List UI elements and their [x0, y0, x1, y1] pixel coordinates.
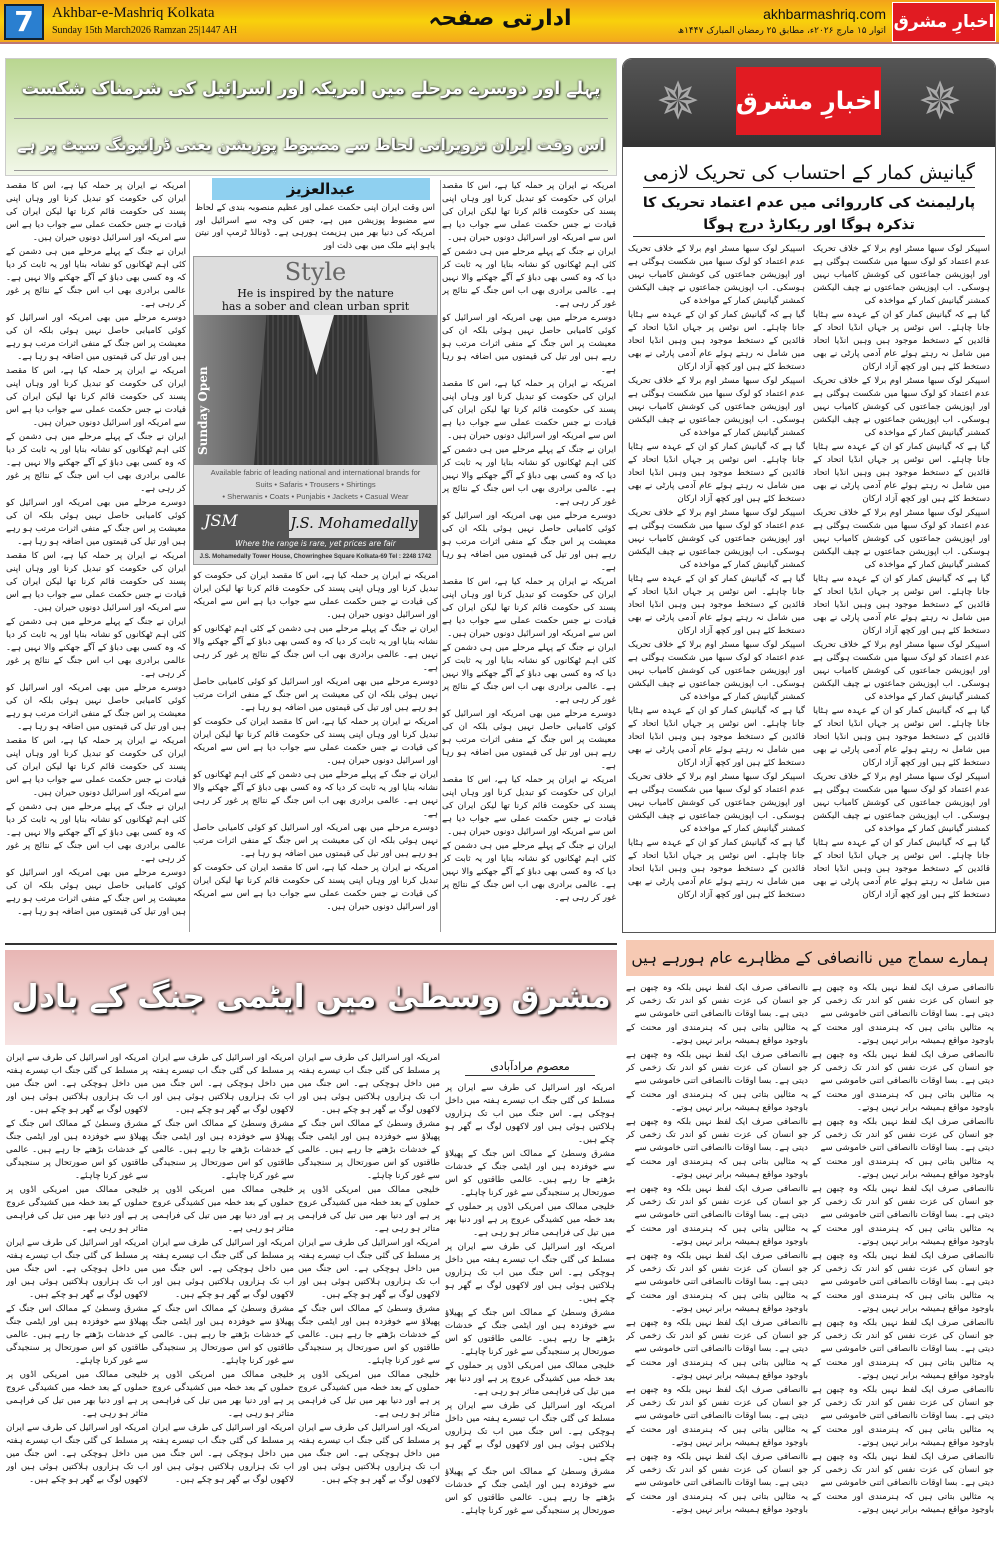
masthead-bar: [0, 0, 999, 44]
ornament-icon: ✵: [918, 72, 962, 132]
article-paragraph: خلیجی ممالک میں امریکی اڈوں پر حملوں کے بعد خطہ میں کشیدگی عروج پر ہے اور دنیا بھر میں تیل کی فراہمی متاثر ہو رہی ہے۔: [6, 1185, 148, 1234]
article-paragraph: دوسرے مرحلے میں بھی امریکہ اور اسرائیل کو کوئی کامیابی حاصل نہیں ہوئی بلکہ ان کی معیشت پر اس جنگ کے منفی اثرات مرتب ہو رہے ہیں اور تیل کی قیمتوں میں اضافہ ہو رہا ہے۔: [6, 683, 186, 732]
ad-brand-name: J.S. Mohamedally: [289, 510, 419, 538]
right-editorial-panel: [622, 58, 996, 933]
article-paragraph: امریکہ اور اسرائیل کی طرف سے ایران پر مسلط کی گئی جنگ اب تیسرے ہفتہ میں داخل ہوچکی ہے۔ اس جنگ میں اب تک ہزاروں ہلاکتیں ہوئی ہیں اور لاکھوں لوگ بے گھر ہو چکے ہیں۔: [152, 1238, 294, 1300]
date-ur: اتوار ۱۵ مارچ ۲۰۲۶ء، مطابق ۲۵ رمضان المبارک ۱۴۴۷ھ: [677, 26, 886, 36]
article-paragraph: امریکہ اور اسرائیل کی طرف سے ایران پر مسلط کی گئی جنگ اب تیسرے ہفتہ میں داخل ہوچکی ہے۔ اس جنگ میں اب تک ہزاروں ہلاکتیں ہوئی ہیں اور لاکھوں لوگ بے گھر ہو چکے ہیں۔: [6, 1238, 148, 1300]
ad-brands-line: Suits • Safaris • Trousers • Shirtings: [255, 480, 376, 489]
article-paragraph: گیا ہے کہ گیانیش کمار کو ان کے عہدہ سے ہٹایا جانا چاہئے۔ اس نوٹس پر جہاں انڈیا اتحاد کے قائدین کے دستخط موجود ہیں وہیں انڈیا اتحاد میں شامل نہ رہتے ہوئے عام آدمی پارٹی نے بھی دستخط کئے ہیں اور کچھ آزاد ارکان: [813, 574, 990, 636]
article-paragraph: یہ مثالیں بتاتی ہیں کہ ہنرمندی اور محنت کے باوجود مواقع ہمیشہ برابر نہیں ہوتے۔: [812, 1492, 994, 1515]
lead-subheadline: اس وقت ایران تزویراتی لحاظ سے مضبوط پوزیشن یعنی ڈرائیونگ سیٹ پر ہے: [14, 119, 608, 171]
article-paragraph: خلیجی ممالک میں امریکی اڈوں پر حملوں کے بعد خطہ میں کشیدگی عروج پر ہے اور دنیا بھر میں تیل کی فراہمی متاثر ہو رہی ہے۔: [6, 1370, 148, 1419]
article-paragraph: امریکہ اور اسرائیل کی طرف سے ایران پر مسلط کی گئی جنگ اب تیسرے ہفتہ میں داخل ہوچکی ہے۔ اس جنگ میں اب تک ہزاروں ہلاکتیں ہوئی ہیں اور لاکھوں لوگ بے گھر ہو چکے ہیں۔: [6, 1053, 148, 1115]
editorial-logo: اخبارِ مشرق: [736, 67, 881, 135]
article-paragraph: امریکہ نے ایران پر حملہ کیا ہے، اس کا مقصد ایران کی حکومت کو تبدیل کرنا اور وہاں اپنی پسند کی حکومت قائم کرنا تھا لیکن ایران کی قیادت نے جس حکمت عملی سے جواب دیا ہے اس سے امریکہ اور اسرائیل دونوں حیران ہیں۔: [6, 181, 186, 243]
article-paragraph: خلیجی ممالک میں امریکی اڈوں پر حملوں کے بعد خطہ میں کشیدگی عروج پر ہے اور دنیا بھر میں تیل کی فراہمی متاثر ہو رہی ہے۔: [152, 1370, 294, 1419]
article-paragraph: مشرق وسطیٰ کے ممالک اس جنگ کے پھیلاؤ سے خوفزدہ ہیں اور ایٹمی جنگ کے خدشات بڑھتے جا رہے ہیں۔ عالمی طاقتوں کو اس صورتحال پر سنجیدگی سے غور کرنا چاہئے۔: [298, 1304, 440, 1366]
page-number: 7: [4, 4, 44, 40]
second-author: معصوم مرادآبادی: [465, 1058, 595, 1076]
article-paragraph: دوسرے مرحلے میں بھی امریکہ اور اسرائیل کو کوئی کامیابی حاصل نہیں ہوئی بلکہ ان کی معیشت پر اس جنگ کے منفی اثرات مرتب ہو رہے ہیں اور تیل کی قیمتوں میں اضافہ ہو رہا ہے۔: [442, 313, 616, 375]
article-paragraph: ناانصافی صرف ایک لفظ نہیں بلکہ وہ چبھن ہے جو انسان کی عزت نفس کو اندر تک زخمی کر دیتی ہے۔ بسا اوقات ناانصافی اتنی خاموشی سے: [812, 1184, 994, 1220]
article-paragraph: گیا ہے کہ گیانیش کمار کو ان کے عہدہ سے ہٹایا جانا چاہئے۔ اس نوٹس پر جہاں انڈیا اتحاد کے قائدین کے دستخط موجود ہیں وہیں انڈیا اتحاد میں شامل نہ رہتے ہوئے عام آدمی پارٹی نے بھی دستخط کئے ہیں اور کچھ آزاد ارکان: [813, 838, 990, 900]
article-paragraph: امریکہ نے ایران پر حملہ کیا ہے، اس کا مقصد ایران کی حکومت کو تبدیل کرنا اور وہاں اپنی پسند کی حکومت قائم کرنا تھا لیکن ایران کی قیادت نے جس حکمت عملی سے جواب دیا ہے اس سے امریکہ اور اسرائیل دونوں حیران ہیں۔: [6, 366, 186, 428]
article-paragraph: دوسرے مرحلے میں بھی امریکہ اور اسرائیل کو کوئی کامیابی حاصل نہیں ہوئی بلکہ ان کی معیشت پر اس جنگ کے منفی اثرات مرتب ہو رہے ہیں اور تیل کی قیمتوں میں اضافہ ہو رہا ہے۔: [442, 511, 616, 573]
article-paragraph: اسپیکر لوک سبھا مسٹر اوم برلا کے خلاف تحریک عدم اعتماد کو لوک سبھا میں شکست ہوگئی ہے اور اپوزیشن جماعتوں کی کوشش کامیاب نہیں ہوسکی۔ اب اپوزیشن جماعتوں نے چیف الیکشن کمشنر گیانیش کمار کے مواخذہ کی: [628, 508, 805, 570]
editorial-logo-band: [623, 59, 995, 147]
ad-heading: Style: [284, 258, 347, 286]
ad-suit-photo: [194, 315, 437, 465]
article-paragraph: امریکہ نے ایران پر حملہ کیا ہے، اس کا مقصد ایران کی حکومت کو تبدیل کرنا اور وہاں اپنی پسند کی حکومت قائم کرنا تھا لیکن ایران کی قیادت نے جس حکمت عملی سے جواب دیا ہے اس سے امریکہ اور اسرائیل دونوں حیران ہیں۔: [193, 717, 438, 766]
article-paragraph: یہ مثالیں بتاتی ہیں کہ ہنرمندی اور محنت کے باوجود مواقع ہمیشہ برابر نہیں ہوتے۔: [812, 1291, 994, 1314]
editorial-column-left: [628, 243, 805, 927]
article-paragraph: ایران نے جنگ کے پہلے مرحلے میں ہی دشمن کے کئی اہم ٹھکانوں کو نشانہ بنایا اور یہ ثابت کر دیا کہ وہ کسی بھی دباؤ کے آگے جھکنے والا نہیں ہے۔ عالمی برادری بھی اب اس جنگ کے نتائج پر غور کر رہی ہے۔: [6, 802, 186, 864]
section-title: ادارتی صفحہ: [428, 6, 572, 31]
article-paragraph: گیا ہے کہ گیانیش کمار کو ان کے عہدہ سے ہٹایا جانا چاہئے۔ اس نوٹس پر جہاں انڈیا اتحاد کے قائدین کے دستخط موجود ہیں وہیں انڈیا اتحاد میں شامل نہ رہتے ہوئے عام آدمی پارٹی نے بھی دستخط کئے ہیں اور کچھ آزاد ارکان: [628, 838, 805, 900]
article-paragraph: دوسرے مرحلے میں بھی امریکہ اور اسرائیل کو کوئی کامیابی حاصل نہیں ہوئی بلکہ ان کی معیشت پر اس جنگ کے منفی اثرات مرتب ہو رہے ہیں اور تیل کی قیمتوں میں اضافہ ہو رہا ہے۔: [193, 677, 438, 713]
article-paragraph: امریکہ نے ایران پر حملہ کیا ہے، اس کا مقصد ایران کی حکومت کو تبدیل کرنا اور وہاں اپنی پسند کی حکومت قائم کرنا تھا لیکن ایران کی قیادت نے جس حکمت عملی سے جواب دیا ہے اس سے امریکہ اور اسرائیل دونوں حیران ہیں۔: [442, 775, 616, 837]
second-editorial-column-right: [812, 982, 994, 1552]
lead-headline-box: [5, 58, 617, 176]
article-paragraph: ناانصافی صرف ایک لفظ نہیں بلکہ وہ چبھن ہے جو انسان کی عزت نفس کو اندر تک زخمی کر دیتی ہے۔ بسا اوقات ناانصافی اتنی خاموشی سے: [812, 1251, 994, 1287]
article-paragraph: یہ مثالیں بتاتی ہیں کہ ہنرمندی اور محنت کے باوجود مواقع ہمیشہ برابر نہیں ہوتے۔: [812, 1090, 994, 1113]
article-paragraph: امریکہ نے ایران پر حملہ کیا ہے، اس کا مقصد ایران کی حکومت کو تبدیل کرنا اور وہاں اپنی پسند کی حکومت قائم کرنا تھا لیکن ایران کی قیادت نے جس حکمت عملی سے جواب دیا ہے اس سے امریکہ اور اسرائیل دونوں حیران ہیں۔: [442, 379, 616, 441]
editorial-headline: گیانیش کمار کے احتساب کی تحریک لازمی: [643, 159, 975, 188]
article-paragraph: اسپیکر لوک سبھا مسٹر اوم برلا کے خلاف تحریک عدم اعتماد کو لوک سبھا میں شکست ہوگئی ہے اور اپوزیشن جماعتوں کی کوشش کامیاب نہیں ہوسکی۔ اب اپوزیشن جماعتوں نے چیف الیکشن کمشنر گیانیش کمار کے مواخذہ کی: [628, 244, 805, 306]
article-paragraph: یہ مثالیں بتاتی ہیں کہ ہنرمندی اور محنت کے باوجود مواقع ہمیشہ برابر نہیں ہوتے۔: [626, 1358, 808, 1381]
article-paragraph: مشرق وسطیٰ کے ممالک اس جنگ کے پھیلاؤ سے خوفزدہ ہیں اور ایٹمی جنگ کے خدشات بڑھتے جا رہے ہیں۔ عالمی طاقتوں کو اس صورتحال پر سنجیدگی سے غور کرنا چاہئے۔: [298, 1119, 440, 1181]
article-paragraph: ناانصافی صرف ایک لفظ نہیں بلکہ وہ چبھن ہے جو انسان کی عزت نفس کو اندر تک زخمی کر دیتی ہے۔ بسا اوقات ناانصافی اتنی خاموشی سے: [626, 1117, 808, 1153]
article-paragraph: امریکہ نے ایران پر حملہ کیا ہے، اس کا مقصد ایران کی حکومت کو تبدیل کرنا اور وہاں اپنی پسند کی حکومت قائم کرنا تھا لیکن ایران کی قیادت نے جس حکمت عملی سے جواب دیا ہے اس سے امریکہ اور اسرائیل دونوں حیران ہیں۔: [6, 551, 186, 613]
article-paragraph: اسپیکر لوک سبھا مسٹر اوم برلا کے خلاف تحریک عدم اعتماد کو لوک سبھا میں شکست ہوگئی ہے اور اپوزیشن جماعتوں کی کوشش کامیاب نہیں ہوسکی۔ اب اپوزیشن جماعتوں نے چیف الیکشن کمشنر گیانیش کمار کے مواخذہ کی: [813, 640, 990, 702]
editorial-subheadline: پارلیمنٹ کی کارروائی میں عدم اعتماد تحریک کا تذکرہ ہوگا اور ریکارڈ درج ہوگا: [633, 192, 985, 237]
lead-column-middle: [193, 570, 438, 932]
lead-column-right: [442, 180, 616, 932]
article-paragraph: ایران نے جنگ کے پہلے مرحلے میں ہی دشمن کے کئی اہم ٹھکانوں کو نشانہ بنایا اور یہ ثابت کر دیا کہ وہ کسی بھی دباؤ کے آگے جھکنے والا نہیں ہے۔ عالمی برادری بھی اب اس جنگ کے نتائج پر غور کر رہی ہے۔: [6, 617, 186, 679]
ad-logo-bar: [194, 505, 437, 550]
article-paragraph: ناانصافی صرف ایک لفظ نہیں بلکہ وہ چبھن ہے جو انسان کی عزت نفس کو اندر تک زخمی کر دیتی ہے۔ بسا اوقات ناانصافی اتنی خاموشی سے: [626, 1251, 808, 1287]
second-column-3: [152, 1052, 294, 1552]
article-paragraph: خلیجی ممالک میں امریکی اڈوں پر حملوں کے بعد خطہ میں کشیدگی عروج پر ہے اور دنیا بھر میں تیل کی فراہمی متاثر ہو رہی ہے۔: [445, 1361, 615, 1397]
ornament-icon: ✵: [656, 72, 700, 132]
article-paragraph: امریکہ اور اسرائیل کی طرف سے ایران پر مسلط کی گئی جنگ اب تیسرے ہفتہ میں داخل ہوچکی ہے۔ اس جنگ میں اب تک ہزاروں ہلاکتیں ہوئی ہیں اور لاکھوں لوگ بے گھر ہو چکے ہیں۔: [445, 1083, 615, 1145]
article-paragraph: ایران نے جنگ کے پہلے مرحلے میں ہی دشمن کے کئی اہم ٹھکانوں کو نشانہ بنایا اور یہ ثابت کر دیا کہ وہ کسی بھی دباؤ کے آگے جھکنے والا نہیں ہے۔ عالمی برادری بھی اب اس جنگ کے نتائج پر غور کر رہی ہے۔: [6, 247, 186, 309]
ad-sunday-open: Sunday Open: [196, 366, 210, 455]
article-paragraph: امریکہ نے ایران پر حملہ کیا ہے، اس کا مقصد ایران کی حکومت کو تبدیل کرنا اور وہاں اپنی پسند کی حکومت قائم کرنا تھا لیکن ایران کی قیادت نے جس حکمت عملی سے جواب دیا ہے اس سے امریکہ اور اسرائیل دونوں حیران ہیں۔: [6, 736, 186, 798]
lead-headline: پہلے اور دوسرے مرحلے میں امریکہ اور اسرائیل کی شرمناک شکست: [14, 59, 608, 119]
second-column-2: [298, 1052, 440, 1552]
article-paragraph: یہ مثالیں بتاتی ہیں کہ ہنرمندی اور محنت کے باوجود مواقع ہمیشہ برابر نہیں ہوتے۔: [626, 1157, 808, 1180]
article-paragraph: ناانصافی صرف ایک لفظ نہیں بلکہ وہ چبھن ہے جو انسان کی عزت نفس کو اندر تک زخمی کر دیتی ہے۔ بسا اوقات ناانصافی اتنی خاموشی سے: [812, 1050, 994, 1086]
paper-logo: اخبارِ مشرق: [892, 2, 996, 42]
article-paragraph: ایران نے جنگ کے پہلے مرحلے میں ہی دشمن کے کئی اہم ٹھکانوں کو نشانہ بنایا اور یہ ثابت کر دیا کہ وہ کسی بھی دباؤ کے آگے جھکنے والا نہیں ہے۔ عالمی برادری بھی اب اس جنگ کے نتائج پر غور کر رہی ہے۔: [193, 624, 438, 673]
article-paragraph: ناانصافی صرف ایک لفظ نہیں بلکہ وہ چبھن ہے جو انسان کی عزت نفس کو اندر تک زخمی کر دیتی ہے۔ بسا اوقات ناانصافی اتنی خاموشی سے: [626, 1184, 808, 1220]
article-paragraph: اسپیکر لوک سبھا مسٹر اوم برلا کے خلاف تحریک عدم اعتماد کو لوک سبھا میں شکست ہوگئی ہے اور اپوزیشن جماعتوں کی کوشش کامیاب نہیں ہوسکی۔ اب اپوزیشن جماعتوں نے چیف الیکشن کمشنر گیانیش کمار کے مواخذہ کی: [628, 640, 805, 702]
column-divider: [189, 180, 190, 932]
article-paragraph: اسپیکر لوک سبھا مسٹر اوم برلا کے خلاف تحریک عدم اعتماد کو لوک سبھا میں شکست ہوگئی ہے اور اپوزیشن جماعتوں کی کوشش کامیاب نہیں ہوسکی۔ اب اپوزیشن جماعتوں نے چیف الیکشن کمشنر گیانیش کمار کے مواخذہ کی: [813, 376, 990, 438]
article-paragraph: امریکہ اور اسرائیل کی طرف سے ایران پر مسلط کی گئی جنگ اب تیسرے ہفتہ میں داخل ہوچکی ہے۔ اس جنگ میں اب تک ہزاروں ہلاکتیں ہوئی ہیں اور لاکھوں لوگ بے گھر ہو چکے ہیں۔: [152, 1053, 294, 1115]
article-paragraph: امریکہ نے ایران پر حملہ کیا ہے، اس کا مقصد ایران کی حکومت کو تبدیل کرنا اور وہاں اپنی پسند کی حکومت قائم کرنا تھا لیکن ایران کی قیادت نے جس حکمت عملی سے جواب دیا ہے اس سے امریکہ اور اسرائیل دونوں حیران ہیں۔: [442, 577, 616, 639]
article-paragraph: اسپیکر لوک سبھا مسٹر اوم برلا کے خلاف تحریک عدم اعتماد کو لوک سبھا میں شکست ہوگئی ہے اور اپوزیشن جماعتوں کی کوشش کامیاب نہیں ہوسکی۔ اب اپوزیشن جماعتوں نے چیف الیکشن کمشنر گیانیش کمار کے مواخذہ کی: [813, 508, 990, 570]
article-paragraph: گیا ہے کہ گیانیش کمار کو ان کے عہدہ سے ہٹایا جانا چاہئے۔ اس نوٹس پر جہاں انڈیا اتحاد کے قائدین کے دستخط موجود ہیں وہیں انڈیا اتحاد میں شامل نہ رہتے ہوئے عام آدمی پارٹی نے بھی دستخط کئے ہیں اور کچھ آزاد ارکان: [628, 706, 805, 768]
article-paragraph: مشرق وسطیٰ کے ممالک اس جنگ کے پھیلاؤ سے خوفزدہ ہیں اور ایٹمی جنگ کے خدشات بڑھتے جا رہے ہیں۔ عالمی طاقتوں کو اس صورتحال پر سنجیدگی سے غور کرنا چاہئے۔: [445, 1308, 615, 1357]
article-paragraph: امریکہ نے ایران پر حملہ کیا ہے، اس کا مقصد ایران کی حکومت کو تبدیل کرنا اور وہاں اپنی پسند کی حکومت قائم کرنا تھا لیکن ایران کی قیادت نے جس حکمت عملی سے جواب دیا ہے اس سے امریکہ اور اسرائیل دونوں حیران ہیں۔: [193, 863, 438, 912]
article-paragraph: امریکہ نے ایران پر حملہ کیا ہے، اس کا مقصد ایران کی حکومت کو تبدیل کرنا اور وہاں اپنی پسند کی حکومت قائم کرنا تھا لیکن ایران کی قیادت نے جس حکمت عملی سے جواب دیا ہے اس سے امریکہ اور اسرائیل دونوں حیران ہیں۔: [193, 571, 438, 620]
article-paragraph: یہ مثالیں بتاتی ہیں کہ ہنرمندی اور محنت کے باوجود مواقع ہمیشہ برابر نہیں ہوتے۔: [812, 1157, 994, 1180]
article-paragraph: امریکہ اور اسرائیل کی طرف سے ایران پر مسلط کی گئی جنگ اب تیسرے ہفتہ میں داخل ہوچکی ہے۔ اس جنگ میں اب تک ہزاروں ہلاکتیں ہوئی ہیں اور لاکھوں لوگ بے گھر ہو چکے ہیں۔: [298, 1423, 440, 1485]
article-paragraph: خلیجی ممالک میں امریکی اڈوں پر حملوں کے بعد خطہ میں کشیدگی عروج پر ہے اور دنیا بھر میں تیل کی فراہمی متاثر ہو رہی ہے۔: [298, 1370, 440, 1419]
article-paragraph: مشرق وسطیٰ کے ممالک اس جنگ کے پھیلاؤ سے خوفزدہ ہیں اور ایٹمی جنگ کے خدشات بڑھتے جا رہے ہیں۔ عالمی طاقتوں کو اس صورتحال پر سنجیدگی سے غور کرنا چاہئے۔: [152, 1304, 294, 1366]
article-paragraph: گیا ہے کہ گیانیش کمار کو ان کے عہدہ سے ہٹایا جانا چاہئے۔ اس نوٹس پر جہاں انڈیا اتحاد کے قائدین کے دستخط موجود ہیں وہیں انڈیا اتحاد میں شامل نہ رہتے ہوئے عام آدمی پارٹی نے بھی دستخط کئے ہیں اور کچھ آزاد ارکان: [628, 442, 805, 504]
article-paragraph: یہ مثالیں بتاتی ہیں کہ ہنرمندی اور محنت کے باوجود مواقع ہمیشہ برابر نہیں ہوتے۔: [626, 1090, 808, 1113]
ad-brands-line: Available fabric of leading national and international brands for: [210, 468, 421, 477]
editorial-column-right: [813, 243, 990, 927]
article-paragraph: امریکہ اور اسرائیل کی طرف سے ایران پر مسلط کی گئی جنگ اب تیسرے ہفتہ میں داخل ہوچکی ہے۔ اس جنگ میں اب تک ہزاروں ہلاکتیں ہوئی ہیں اور لاکھوں لوگ بے گھر ہو چکے ہیں۔: [445, 1401, 615, 1463]
article-paragraph: ناانصافی صرف ایک لفظ نہیں بلکہ وہ چبھن ہے جو انسان کی عزت نفس کو اندر تک زخمی کر دیتی ہے۔ بسا اوقات ناانصافی اتنی خاموشی سے: [812, 1318, 994, 1354]
second-headline: مشرق وسطیٰ میں ایٹمی جنگ کے بادل: [5, 950, 617, 1045]
article-paragraph: ایران نے جنگ کے پہلے مرحلے میں ہی دشمن کے کئی اہم ٹھکانوں کو نشانہ بنایا اور یہ ثابت کر دیا کہ وہ کسی بھی دباؤ کے آگے جھکنے والا نہیں ہے۔ عالمی برادری بھی اب اس جنگ کے نتائج پر غور کر رہی ہے۔: [193, 770, 438, 819]
article-paragraph: دوسرے مرحلے میں بھی امریکہ اور اسرائیل کو کوئی کامیابی حاصل نہیں ہوئی بلکہ ان کی معیشت پر اس جنگ کے منفی اثرات مرتب ہو رہے ہیں اور تیل کی قیمتوں میں اضافہ ہو رہا ہے۔: [6, 498, 186, 547]
paper-title-en: Akhbar-e-Mashriq Kolkata: [52, 5, 215, 21]
article-paragraph: مشرق وسطیٰ کے ممالک اس جنگ کے پھیلاؤ سے خوفزدہ ہیں اور ایٹمی جنگ کے خدشات بڑھتے جا رہے ہیں۔ عالمی طاقتوں کو اس صورتحال پر سنجیدگی سے غور کرنا چاہئے۔: [6, 1119, 148, 1181]
article-paragraph: گیا ہے کہ گیانیش کمار کو ان کے عہدہ سے ہٹایا جانا چاہئے۔ اس نوٹس پر جہاں انڈیا اتحاد کے قائدین کے دستخط موجود ہیں وہیں انڈیا اتحاد میں شامل نہ رہتے ہوئے عام آدمی پارٹی نے بھی دستخط کئے ہیں اور کچھ آزاد ارکان: [813, 442, 990, 504]
ad-brands-line: • Sherwanis • Coats • Punjabis • Jackets • Casual Wear: [222, 492, 409, 501]
second-column-4: [6, 1052, 148, 1552]
article-paragraph: خلیجی ممالک میں امریکی اڈوں پر حملوں کے بعد خطہ میں کشیدگی عروج پر ہے اور دنیا بھر میں تیل کی فراہمی متاثر ہو رہی ہے۔: [152, 1185, 294, 1234]
article-paragraph: یہ مثالیں بتاتی ہیں کہ ہنرمندی اور محنت کے باوجود مواقع ہمیشہ برابر نہیں ہوتے۔: [626, 1492, 808, 1515]
article-paragraph: خلیجی ممالک میں امریکی اڈوں پر حملوں کے بعد خطہ میں کشیدگی عروج پر ہے اور دنیا بھر میں تیل کی فراہمی متاثر ہو رہی ہے۔: [445, 1202, 615, 1238]
article-paragraph: ایران نے جنگ کے پہلے مرحلے میں ہی دشمن کے کئی اہم ٹھکانوں کو نشانہ بنایا اور یہ ثابت کر دیا کہ وہ کسی بھی دباؤ کے آگے جھکنے والا نہیں ہے۔ عالمی برادری بھی اب اس جنگ کے نتائج پر غور کر رہی ہے۔: [6, 432, 186, 494]
article-paragraph: ناانصافی صرف ایک لفظ نہیں بلکہ وہ چبھن ہے جو انسان کی عزت نفس کو اندر تک زخمی کر دیتی ہے۔ بسا اوقات ناانصافی اتنی خاموشی سے: [812, 1385, 994, 1421]
article-paragraph: مشرق وسطیٰ کے ممالک اس جنگ کے پھیلاؤ سے خوفزدہ ہیں اور ایٹمی جنگ کے خدشات بڑھتے جا رہے ہیں۔ عالمی طاقتوں کو اس صورتحال پر سنجیدگی سے غور کرنا چاہئے۔: [152, 1119, 294, 1181]
ad-slogan: Where the range is rare, yet prices are fair: [235, 539, 396, 548]
editorial-body: [623, 243, 995, 932]
article-paragraph: یہ مثالیں بتاتی ہیں کہ ہنرمندی اور محنت کے باوجود مواقع ہمیشہ برابر نہیں ہوتے۔: [812, 1023, 994, 1046]
ad-monogram: JSM: [204, 511, 238, 530]
article-paragraph: ناانصافی صرف ایک لفظ نہیں بلکہ وہ چبھن ہے جو انسان کی عزت نفس کو اندر تک زخمی کر دیتی ہے۔ بسا اوقات ناانصافی اتنی خاموشی سے: [626, 1050, 808, 1086]
article-paragraph: ایران نے جنگ کے پہلے مرحلے میں ہی دشمن کے کئی اہم ٹھکانوں کو نشانہ بنایا اور یہ ثابت کر دیا کہ وہ کسی بھی دباؤ کے آگے جھکنے والا نہیں ہے۔ عالمی برادری بھی اب اس جنگ کے نتائج پر غور کر رہی ہے۔: [442, 841, 616, 903]
lead-column-left: [6, 180, 186, 932]
article-paragraph: اسپیکر لوک سبھا مسٹر اوم برلا کے خلاف تحریک عدم اعتماد کو لوک سبھا میں شکست ہوگئی ہے اور اپوزیشن جماعتوں کی کوشش کامیاب نہیں ہوسکی۔ اب اپوزیشن جماعتوں نے چیف الیکشن کمشنر گیانیش کمار کے مواخذہ کی: [628, 376, 805, 438]
article-paragraph: ناانصافی صرف ایک لفظ نہیں بلکہ وہ چبھن ہے جو انسان کی عزت نفس کو اندر تک زخمی کر دیتی ہے۔ بسا اوقات ناانصافی اتنی خاموشی سے: [812, 1117, 994, 1153]
ad-tagline-2: has a sober and clean urban sprit: [221, 300, 410, 313]
article-paragraph: خلیجی ممالک میں امریکی اڈوں پر حملوں کے بعد خطہ میں کشیدگی عروج پر ہے اور دنیا بھر میں تیل کی فراہمی متاثر ہو رہی ہے۔: [298, 1185, 440, 1234]
article-paragraph: ناانصافی صرف ایک لفظ نہیں بلکہ وہ چبھن ہے جو انسان کی عزت نفس کو اندر تک زخمی کر دیتی ہے۔ بسا اوقات ناانصافی اتنی خاموشی سے: [626, 1318, 808, 1354]
article-paragraph: دوسرے مرحلے میں بھی امریکہ اور اسرائیل کو کوئی کامیابی حاصل نہیں ہوئی بلکہ ان کی معیشت پر اس جنگ کے منفی اثرات مرتب ہو رہے ہیں اور تیل کی قیمتوں میں اضافہ ہو رہا ہے۔: [442, 709, 616, 771]
article-paragraph: ناانصافی صرف ایک لفظ نہیں بلکہ وہ چبھن ہے جو انسان کی عزت نفس کو اندر تک زخمی کر دیتی ہے۔ بسا اوقات ناانصافی اتنی خاموشی سے: [626, 1385, 808, 1421]
article-paragraph: یہ مثالیں بتاتی ہیں کہ ہنرمندی اور محنت کے باوجود مواقع ہمیشہ برابر نہیں ہوتے۔: [626, 1224, 808, 1247]
article-paragraph: ناانصافی صرف ایک لفظ نہیں بلکہ وہ چبھن ہے جو انسان کی عزت نفس کو اندر تک زخمی کر دیتی ہے۔ بسا اوقات ناانصافی اتنی خاموشی سے: [626, 983, 808, 1019]
article-paragraph: یہ مثالیں بتاتی ہیں کہ ہنرمندی اور محنت کے باوجود مواقع ہمیشہ برابر نہیں ہوتے۔: [626, 1023, 808, 1046]
article-paragraph: یہ مثالیں بتاتی ہیں کہ ہنرمندی اور محنت کے باوجود مواقع ہمیشہ برابر نہیں ہوتے۔: [812, 1425, 994, 1448]
article-paragraph: ناانصافی صرف ایک لفظ نہیں بلکہ وہ چبھن ہے جو انسان کی عزت نفس کو اندر تک زخمی کر دیتی ہے۔ بسا اوقات ناانصافی اتنی خاموشی سے: [626, 1452, 808, 1488]
article-paragraph: یہ مثالیں بتاتی ہیں کہ ہنرمندی اور محنت کے باوجود مواقع ہمیشہ برابر نہیں ہوتے۔: [626, 1291, 808, 1314]
article-paragraph: امریکہ اور اسرائیل کی طرف سے ایران پر مسلط کی گئی جنگ اب تیسرے ہفتہ میں داخل ہوچکی ہے۔ اس جنگ میں اب تک ہزاروں ہلاکتیں ہوئی ہیں اور لاکھوں لوگ بے گھر ہو چکے ہیں۔: [298, 1238, 440, 1300]
article-paragraph: مشرق وسطیٰ کے ممالک اس جنگ کے پھیلاؤ سے خوفزدہ ہیں اور ایٹمی جنگ کے خدشات بڑھتے جا رہے ہیں۔ عالمی طاقتوں کو اس صورتحال پر سنجیدگی سے غور کرنا چاہئے۔: [445, 1149, 615, 1198]
website-link[interactable]: akhbarmashriq.com: [763, 6, 886, 22]
article-paragraph: یہ مثالیں بتاتی ہیں کہ ہنرمندی اور محنت کے باوجود مواقع ہمیشہ برابر نہیں ہوتے۔: [812, 1358, 994, 1381]
article-paragraph: مشرق وسطیٰ کے ممالک اس جنگ کے پھیلاؤ سے خوفزدہ ہیں اور ایٹمی جنگ کے خدشات بڑھتے جا رہے ہیں۔ عالمی طاقتوں کو اس صورتحال پر سنجیدگی سے غور کرنا چاہئے۔: [6, 1304, 148, 1366]
author-name: عبدالعزیز: [212, 178, 430, 200]
article-paragraph: امریکہ اور اسرائیل کی طرف سے ایران پر مسلط کی گئی جنگ اب تیسرے ہفتہ میں داخل ہوچکی ہے۔ اس جنگ میں اب تک ہزاروں ہلاکتیں ہوئی ہیں اور لاکھوں لوگ بے گھر ہو چکے ہیں۔: [298, 1053, 440, 1115]
ad-address: J.S. Mohamedally Tower House, Chowringhee Square Kolkata-69 Tel : 2248 1742: [199, 553, 432, 560]
article-paragraph: گیا ہے کہ گیانیش کمار کو ان کے عہدہ سے ہٹایا جانا چاہئے۔ اس نوٹس پر جہاں انڈیا اتحاد کے قائدین کے دستخط موجود ہیں وہیں انڈیا اتحاد میں شامل نہ رہتے ہوئے عام آدمی پارٹی نے بھی دستخط کئے ہیں اور کچھ آزاد ارکان: [628, 574, 805, 636]
second-editorial-headline: ہمارے سماج میں ناانصافی کے مظاہرے عام ہورہے ہیں: [626, 940, 994, 976]
article-paragraph: گیا ہے کہ گیانیش کمار کو ان کے عہدہ سے ہٹایا جانا چاہئے۔ اس نوٹس پر جہاں انڈیا اتحاد کے قائدین کے دستخط موجود ہیں وہیں انڈیا اتحاد میں شامل نہ رہتے ہوئے عام آدمی پارٹی نے بھی دستخط کئے ہیں اور کچھ آزاد ارکان: [628, 310, 805, 372]
article-paragraph: گیا ہے کہ گیانیش کمار کو ان کے عہدہ سے ہٹایا جانا چاہئے۔ اس نوٹس پر جہاں انڈیا اتحاد کے قائدین کے دستخط موجود ہیں وہیں انڈیا اتحاد میں شامل نہ رہتے ہوئے عام آدمی پارٹی نے بھی دستخط کئے ہیں اور کچھ آزاد ارکان: [813, 310, 990, 372]
article-paragraph: دوسرے مرحلے میں بھی امریکہ اور اسرائیل کو کوئی کامیابی حاصل نہیں ہوئی بلکہ ان کی معیشت پر اس جنگ کے منفی اثرات مرتب ہو رہے ہیں اور تیل کی قیمتوں میں اضافہ ہو رہا ہے۔: [6, 868, 186, 917]
article-paragraph: امریکہ اور اسرائیل کی طرف سے ایران پر مسلط کی گئی جنگ اب تیسرے ہفتہ میں داخل ہوچکی ہے۔ اس جنگ میں اب تک ہزاروں ہلاکتیں ہوئی ہیں اور لاکھوں لوگ بے گھر ہو چکے ہیں۔: [445, 1242, 615, 1304]
column-divider: [440, 180, 441, 932]
second-editorial-column-left: [626, 982, 808, 1552]
article-paragraph: اسپیکر لوک سبھا مسٹر اوم برلا کے خلاف تحریک عدم اعتماد کو لوک سبھا میں شکست ہوگئی ہے اور اپوزیشن جماعتوں کی کوشش کامیاب نہیں ہوسکی۔ اب اپوزیشن جماعتوں نے چیف الیکشن کمشنر گیانیش کمار کے مواخذہ کی: [628, 772, 805, 834]
section-divider: [5, 943, 617, 945]
article-paragraph: ایران نے جنگ کے پہلے مرحلے میں ہی دشمن کے کئی اہم ٹھکانوں کو نشانہ بنایا اور یہ ثابت کر دیا کہ وہ کسی بھی دباؤ کے آگے جھکنے والا نہیں ہے۔ عالمی برادری بھی اب اس جنگ کے نتائج پر غور کر رہی ہے۔: [442, 247, 616, 309]
article-paragraph: دوسرے مرحلے میں بھی امریکہ اور اسرائیل کو کوئی کامیابی حاصل نہیں ہوئی بلکہ ان کی معیشت پر اس جنگ کے منفی اثرات مرتب ہو رہے ہیں اور تیل کی قیمتوں میں اضافہ ہو رہا ہے۔: [6, 313, 186, 362]
article-paragraph: دوسرے مرحلے میں بھی امریکہ اور اسرائیل کو کوئی کامیابی حاصل نہیں ہوئی بلکہ ان کی معیشت پر اس جنگ کے منفی اثرات مرتب ہو رہے ہیں اور تیل کی قیمتوں میں اضافہ ہو رہا ہے۔: [193, 823, 438, 859]
ad-brands: [194, 467, 437, 503]
article-paragraph: یہ مثالیں بتاتی ہیں کہ ہنرمندی اور محنت کے باوجود مواقع ہمیشہ برابر نہیں ہوتے۔: [812, 1224, 994, 1247]
ad-tagline-1: He is inspired by the nature: [237, 287, 394, 300]
article-paragraph: گیا ہے کہ گیانیش کمار کو ان کے عہدہ سے ہٹایا جانا چاہئے۔ اس نوٹس پر جہاں انڈیا اتحاد کے قائدین کے دستخط موجود ہیں وہیں انڈیا اتحاد میں شامل نہ رہتے ہوئے عام آدمی پارٹی نے بھی دستخط کئے ہیں اور کچھ آزاد ارکان: [813, 706, 990, 768]
article-paragraph: ایران نے جنگ کے پہلے مرحلے میں ہی دشمن کے کئی اہم ٹھکانوں کو نشانہ بنایا اور یہ ثابت کر دیا کہ وہ کسی بھی دباؤ کے آگے جھکنے والا نہیں ہے۔ عالمی برادری بھی اب اس جنگ کے نتائج پر غور کر رہی ہے۔: [442, 643, 616, 705]
date-en: Sunday 15th March2026 Ramzan 25|1447 AH: [52, 25, 238, 36]
article-paragraph: ناانصافی صرف ایک لفظ نہیں بلکہ وہ چبھن ہے جو انسان کی عزت نفس کو اندر تک زخمی کر دیتی ہے۔ بسا اوقات ناانصافی اتنی خاموشی سے: [812, 1452, 994, 1488]
article-paragraph: اسپیکر لوک سبھا مسٹر اوم برلا کے خلاف تحریک عدم اعتماد کو لوک سبھا میں شکست ہوگئی ہے اور اپوزیشن جماعتوں کی کوشش کامیاب نہیں ہوسکی۔ اب اپوزیشن جماعتوں نے چیف الیکشن کمشنر گیانیش کمار کے مواخذہ کی: [813, 772, 990, 834]
article-paragraph: امریکہ نے ایران پر حملہ کیا ہے، اس کا مقصد ایران کی حکومت کو تبدیل کرنا اور وہاں اپنی پسند کی حکومت قائم کرنا تھا لیکن ایران کی قیادت نے جس حکمت عملی سے جواب دیا ہے اس سے امریکہ اور اسرائیل دونوں حیران ہیں۔: [442, 181, 616, 243]
article-paragraph: ایران نے جنگ کے پہلے مرحلے میں ہی دشمن کے کئی اہم ٹھکانوں کو نشانہ بنایا اور یہ ثابت کر دیا کہ وہ کسی بھی دباؤ کے آگے جھکنے والا نہیں ہے۔ عالمی برادری بھی اب اس جنگ کے نتائج پر غور کر رہی ہے۔: [442, 445, 616, 507]
article-paragraph: ناانصافی صرف ایک لفظ نہیں بلکہ وہ چبھن ہے جو انسان کی عزت نفس کو اندر تک زخمی کر دیتی ہے۔ بسا اوقات ناانصافی اتنی خاموشی سے: [812, 983, 994, 1019]
article-paragraph: یہ مثالیں بتاتی ہیں کہ ہنرمندی اور محنت کے باوجود مواقع ہمیشہ برابر نہیں ہوتے۔: [626, 1425, 808, 1448]
advertisement[interactable]: [193, 256, 438, 565]
article-paragraph: مشرق وسطیٰ کے ممالک اس جنگ کے پھیلاؤ سے خوفزدہ ہیں اور ایٹمی جنگ کے خدشات بڑھتے جا رہے ہیں۔ عالمی طاقتوں کو اس صورتحال پر سنجیدگی سے غور کرنا چاہئے۔: [445, 1467, 615, 1516]
article-paragraph: امریکہ اور اسرائیل کی طرف سے ایران پر مسلط کی گئی جنگ اب تیسرے ہفتہ میں داخل ہوچکی ہے۔ اس جنگ میں اب تک ہزاروں ہلاکتیں ہوئی ہیں اور لاکھوں لوگ بے گھر ہو چکے ہیں۔: [152, 1423, 294, 1485]
lead-intro: اس وقت ایران اپنی حکمت عملی اور عظیم منصوبہ بندی کے لحاظ سے مضبوط پوزیشن میں ہے، جس کی وجہ سے اسرائیل اور امریکہ کی دنیا بھر میں ہزیمت ہورہی ہے۔ ڈونالڈ ٹرمپ اور نیتن یاہو اپنے ملک میں بھی ذلت اور: [195, 203, 435, 251]
second-column-1: [445, 1082, 615, 1552]
article-paragraph: امریکہ اور اسرائیل کی طرف سے ایران پر مسلط کی گئی جنگ اب تیسرے ہفتہ میں داخل ہوچکی ہے۔ اس جنگ میں اب تک ہزاروں ہلاکتیں ہوئی ہیں اور لاکھوں لوگ بے گھر ہو چکے ہیں۔: [6, 1423, 148, 1485]
article-paragraph: اسپیکر لوک سبھا مسٹر اوم برلا کے خلاف تحریک عدم اعتماد کو لوک سبھا میں شکست ہوگئی ہے اور اپوزیشن جماعتوں کی کوشش کامیاب نہیں ہوسکی۔ اب اپوزیشن جماعتوں نے چیف الیکشن کمشنر گیانیش کمار کے مواخذہ کی: [813, 244, 990, 306]
